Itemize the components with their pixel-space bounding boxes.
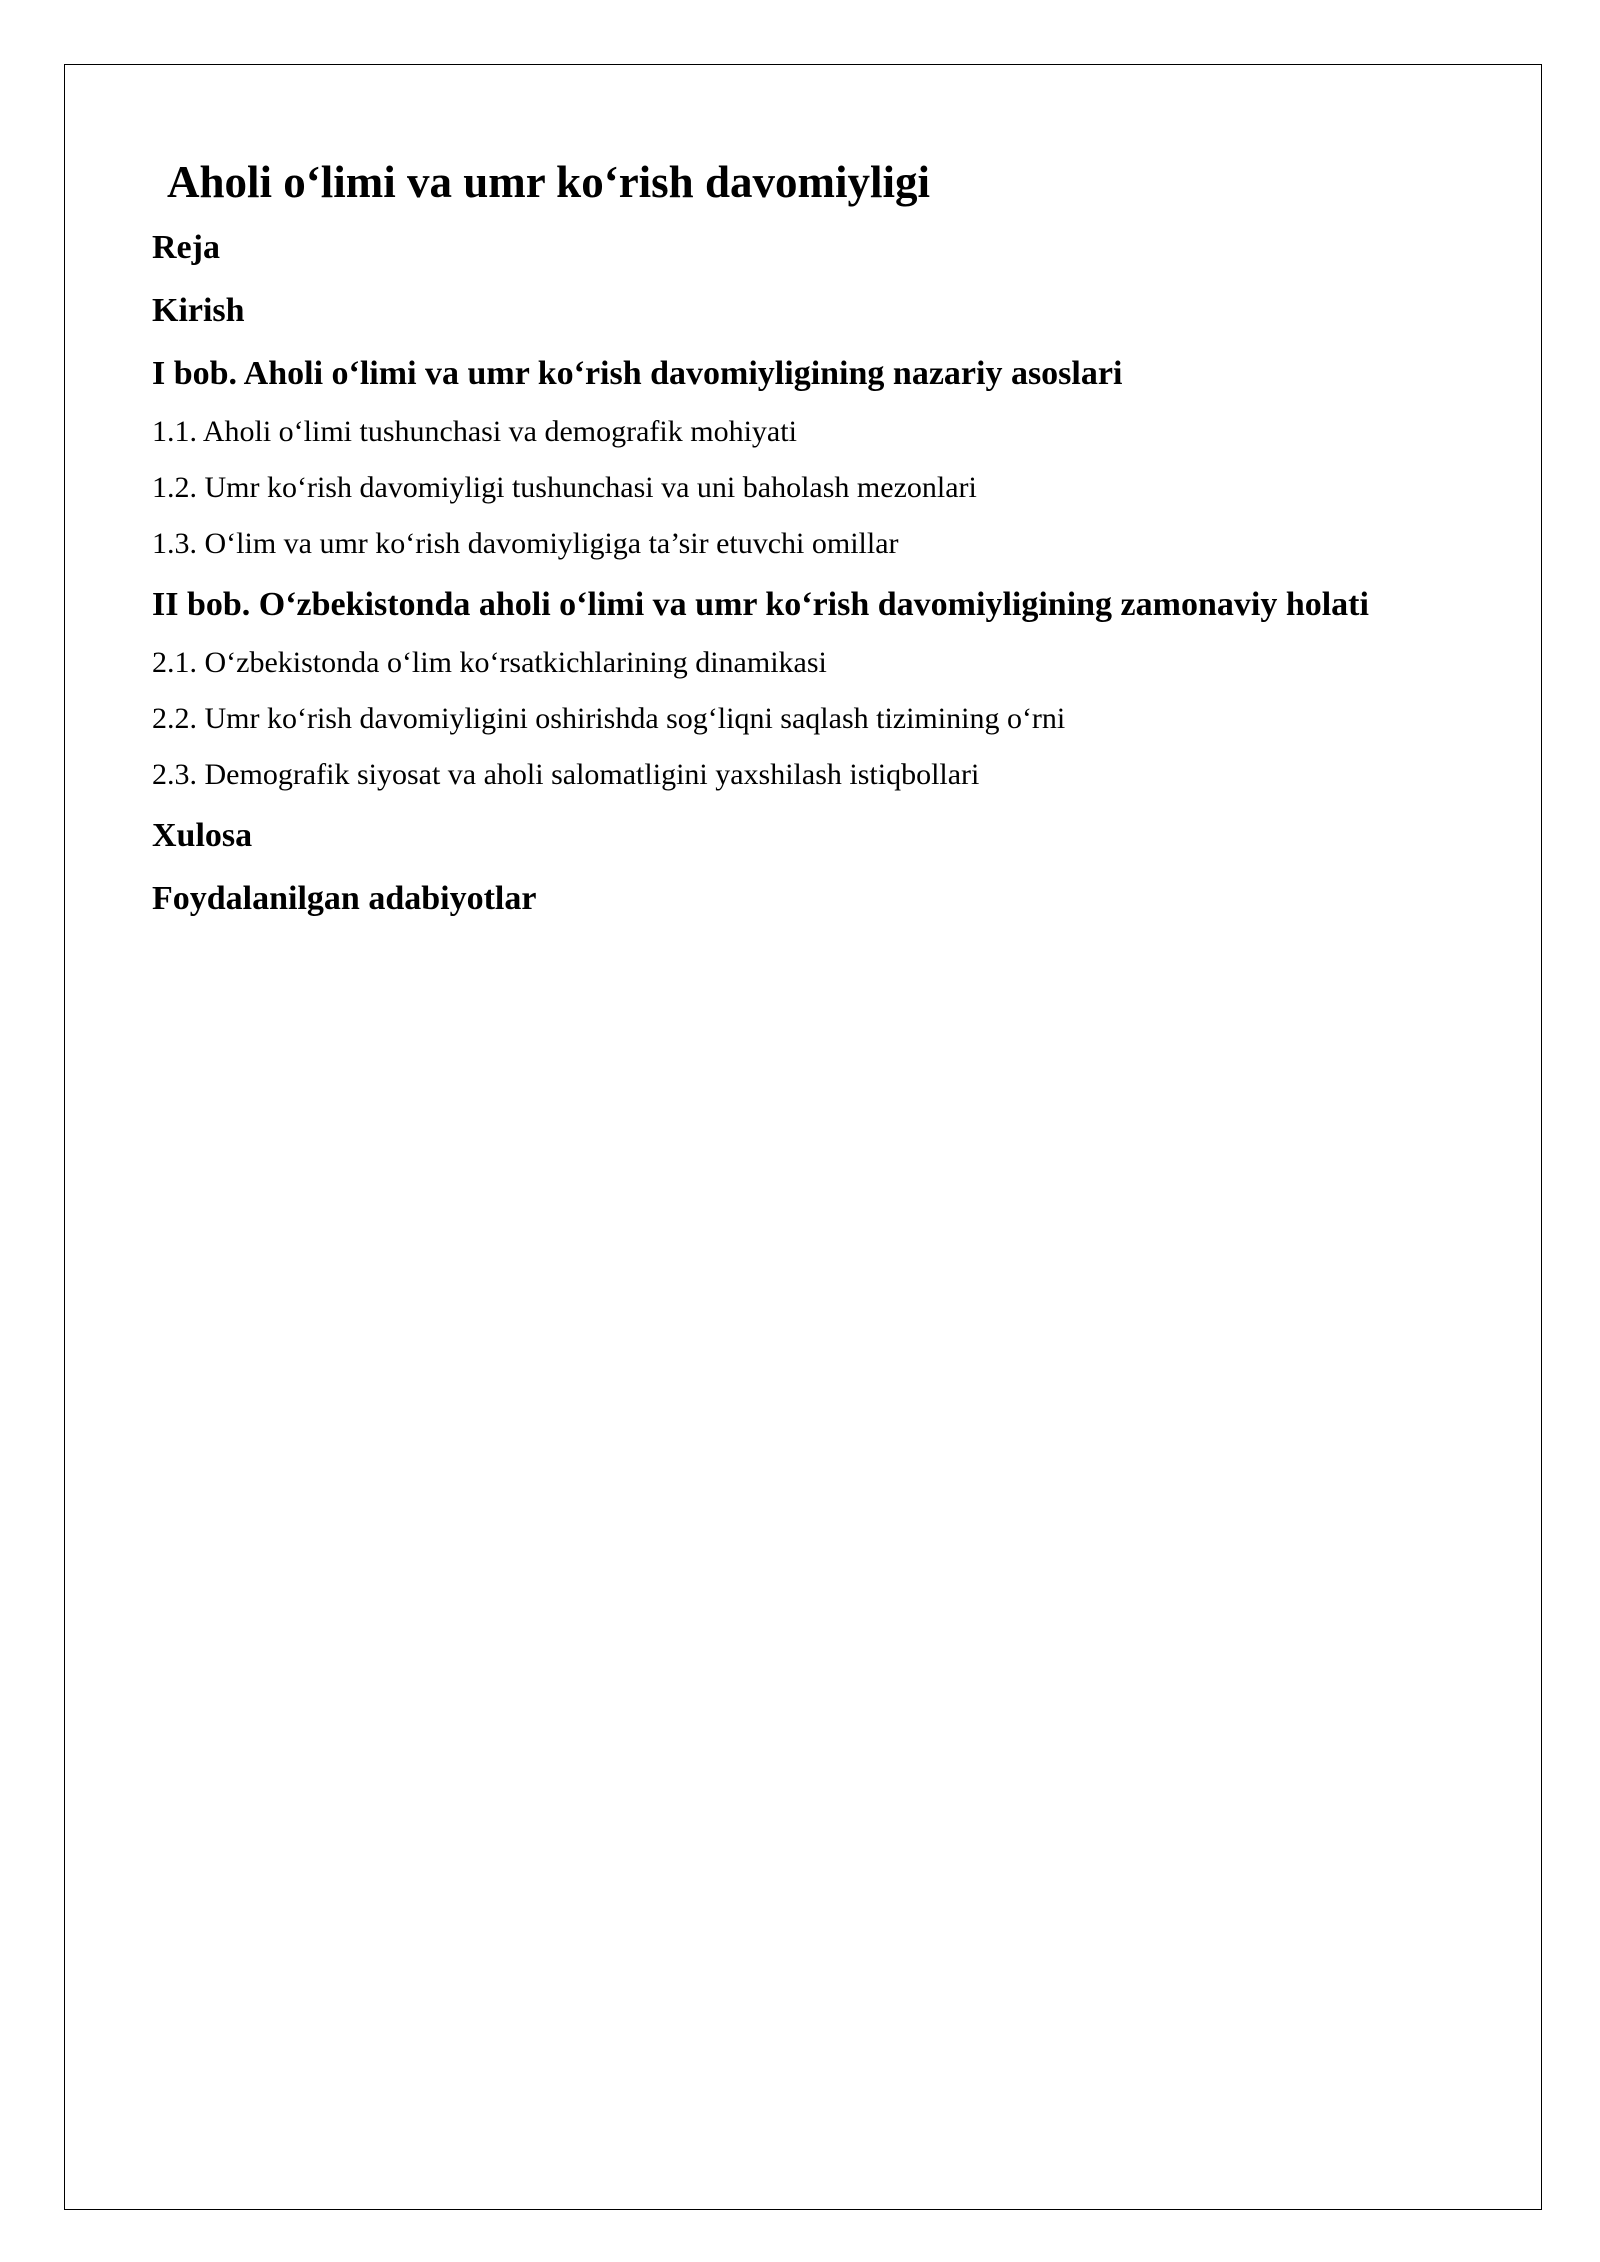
section-2-3: 2.3. Demografik siyosat va aholi salomatligini yaxshilash istiqbollari	[152, 758, 980, 791]
section-1-3: 1.3. O‘lim va umr ko‘rish davomiyligiga ta’sir etuvchi omillar	[152, 527, 899, 560]
intro-heading: Kirish	[152, 292, 245, 329]
document-title: Aholi o‘limi va umr ko‘rish davomiyligi	[167, 157, 930, 207]
conclusion-heading: Xulosa	[152, 817, 253, 854]
section-1-2: 1.2. Umr ko‘rish davomiyligi tushunchasi va uni baholash mezonlari	[152, 471, 977, 504]
references-heading: Foydalanilgan adabiyotlar	[152, 880, 537, 917]
section-1-1: 1.1. Aholi o‘limi tushunchasi va demografik mohiyati	[152, 415, 797, 448]
plan-heading: Reja	[152, 229, 220, 266]
chapter-2-title: II bob. O‘zbekistonda aholi o‘limi va umr ko‘rish davomiyligining zamonaviy holati	[152, 586, 1369, 623]
section-2-2: 2.2. Umr ko‘rish davomiyligini oshirishda sog‘liqni saqlash tizimining o‘rni	[152, 702, 1066, 735]
document-body	[152, 148, 1472, 923]
section-2-1: 2.1. O‘zbekistonda o‘lim ko‘rsatkichlarining dinamikasi	[152, 646, 827, 679]
chapter-1-title: I bob. Aholi o‘limi va umr ko‘rish davomiyligining nazariy asoslari	[152, 355, 1123, 392]
